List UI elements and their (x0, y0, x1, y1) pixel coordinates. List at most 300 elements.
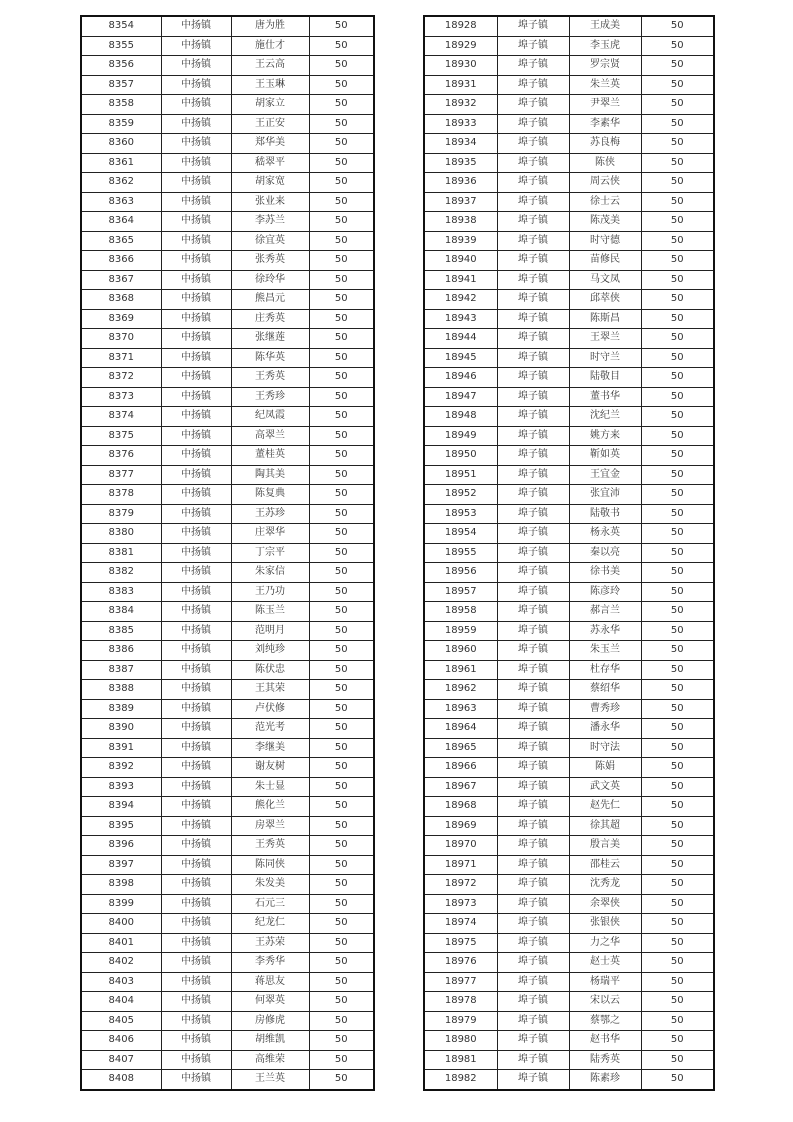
town-cell: 埠子镇 (497, 16, 569, 36)
id-cell: 8358 (81, 95, 161, 115)
id-cell: 18944 (424, 329, 497, 349)
name-cell: 李秀华 (231, 953, 309, 973)
name-cell: 陈玉兰 (231, 602, 309, 622)
table-row (424, 134, 714, 154)
table-row (81, 758, 374, 778)
table-row (424, 56, 714, 76)
table-row (424, 680, 714, 700)
id-cell: 18964 (424, 719, 497, 739)
name-cell: 殷言美 (569, 836, 641, 856)
id-cell: 8386 (81, 641, 161, 661)
id-cell: 18934 (424, 134, 497, 154)
table-row (424, 855, 714, 875)
amount-cell: 50 (641, 251, 714, 271)
table-row (81, 446, 374, 466)
town-cell: 埠子镇 (497, 36, 569, 56)
id-cell: 18931 (424, 75, 497, 95)
amount-cell: 50 (309, 16, 374, 36)
name-cell: 杨永英 (569, 524, 641, 544)
id-cell: 8384 (81, 602, 161, 622)
town-cell: 中扬镇 (161, 309, 231, 329)
amount-cell: 50 (641, 329, 714, 349)
amount-cell: 50 (309, 738, 374, 758)
table-row (424, 309, 714, 329)
amount-cell: 50 (641, 1031, 714, 1051)
amount-cell: 50 (309, 660, 374, 680)
table-row (424, 251, 714, 271)
name-cell: 石元三 (231, 894, 309, 914)
amount-cell: 50 (641, 290, 714, 310)
amount-cell: 50 (641, 192, 714, 212)
amount-cell: 50 (309, 621, 374, 641)
id-cell: 8370 (81, 329, 161, 349)
id-cell: 18950 (424, 446, 497, 466)
right-table (423, 15, 715, 1091)
id-cell: 8374 (81, 407, 161, 427)
name-cell: 陈华英 (231, 348, 309, 368)
town-cell: 埠子镇 (497, 543, 569, 563)
town-cell: 埠子镇 (497, 290, 569, 310)
amount-cell: 50 (641, 407, 714, 427)
table-row (81, 173, 374, 193)
table-row (81, 348, 374, 368)
table-row (81, 816, 374, 836)
id-cell: 18979 (424, 1011, 497, 1031)
town-cell: 埠子镇 (497, 524, 569, 544)
town-cell: 中扬镇 (161, 426, 231, 446)
table-row (424, 914, 714, 934)
table-row (81, 231, 374, 251)
id-cell: 8357 (81, 75, 161, 95)
name-cell: 郝言兰 (569, 602, 641, 622)
table-row (81, 95, 374, 115)
id-cell: 8376 (81, 446, 161, 466)
town-cell: 埠子镇 (497, 719, 569, 739)
town-cell: 中扬镇 (161, 621, 231, 641)
town-cell: 中扬镇 (161, 582, 231, 602)
id-cell: 18942 (424, 290, 497, 310)
id-cell: 8388 (81, 680, 161, 700)
table-row (81, 855, 374, 875)
table-row (424, 933, 714, 953)
name-cell: 陆秀英 (569, 1050, 641, 1070)
town-cell: 中扬镇 (161, 914, 231, 934)
name-cell: 王玉琳 (231, 75, 309, 95)
town-cell: 中扬镇 (161, 992, 231, 1012)
amount-cell: 50 (309, 972, 374, 992)
town-cell: 中扬镇 (161, 329, 231, 349)
name-cell: 何翠英 (231, 992, 309, 1012)
table-row (424, 426, 714, 446)
table-row (81, 563, 374, 583)
id-cell: 8356 (81, 56, 161, 76)
name-cell: 徐士云 (569, 192, 641, 212)
table-row (424, 875, 714, 895)
name-cell: 赵书华 (569, 1031, 641, 1051)
table-row (81, 719, 374, 739)
table-row (81, 407, 374, 427)
table-row (81, 738, 374, 758)
amount-cell: 50 (309, 114, 374, 134)
town-cell: 埠子镇 (497, 816, 569, 836)
town-cell: 中扬镇 (161, 56, 231, 76)
table-row (424, 348, 714, 368)
name-cell: 蔡鄂之 (569, 1011, 641, 1031)
table-row (81, 777, 374, 797)
town-cell: 中扬镇 (161, 641, 231, 661)
town-cell: 中扬镇 (161, 933, 231, 953)
name-cell: 马文凤 (569, 270, 641, 290)
table-row (81, 16, 374, 36)
amount-cell: 50 (309, 134, 374, 154)
name-cell: 武文英 (569, 777, 641, 797)
table-row (424, 699, 714, 719)
town-cell: 埠子镇 (497, 582, 569, 602)
amount-cell: 50 (309, 875, 374, 895)
town-cell: 埠子镇 (497, 602, 569, 622)
table-row (424, 192, 714, 212)
amount-cell: 50 (309, 1070, 374, 1090)
amount-cell: 50 (309, 290, 374, 310)
amount-cell: 50 (641, 1070, 714, 1090)
town-cell: 中扬镇 (161, 387, 231, 407)
amount-cell: 50 (641, 641, 714, 661)
amount-cell: 50 (309, 953, 374, 973)
id-cell: 8378 (81, 485, 161, 505)
amount-cell: 50 (309, 641, 374, 661)
id-cell: 18947 (424, 387, 497, 407)
amount-cell: 50 (641, 563, 714, 583)
amount-cell: 50 (641, 836, 714, 856)
id-cell: 18978 (424, 992, 497, 1012)
town-cell: 埠子镇 (497, 758, 569, 778)
name-cell: 时守法 (569, 738, 641, 758)
table-row (424, 1031, 714, 1051)
amount-cell: 50 (641, 972, 714, 992)
table-row (81, 212, 374, 232)
town-cell: 埠子镇 (497, 680, 569, 700)
town-cell: 埠子镇 (497, 563, 569, 583)
town-cell: 埠子镇 (497, 192, 569, 212)
name-cell: 时守兰 (569, 348, 641, 368)
amount-cell: 50 (309, 426, 374, 446)
amount-cell: 50 (309, 387, 374, 407)
id-cell: 18953 (424, 504, 497, 524)
town-cell: 埠子镇 (497, 173, 569, 193)
table-row (424, 173, 714, 193)
id-cell: 8371 (81, 348, 161, 368)
table-row (81, 582, 374, 602)
town-cell: 中扬镇 (161, 368, 231, 388)
amount-cell: 50 (309, 504, 374, 524)
table-row (81, 543, 374, 563)
amount-cell: 50 (309, 1011, 374, 1031)
name-cell: 王秀英 (231, 836, 309, 856)
id-cell: 8387 (81, 660, 161, 680)
town-cell: 埠子镇 (497, 699, 569, 719)
id-cell: 8355 (81, 36, 161, 56)
amount-cell: 50 (641, 543, 714, 563)
id-cell: 8369 (81, 309, 161, 329)
amount-cell: 50 (309, 368, 374, 388)
name-cell: 陈茂美 (569, 212, 641, 232)
amount-cell: 50 (309, 212, 374, 232)
name-cell: 张宜沛 (569, 485, 641, 505)
table-row (81, 36, 374, 56)
id-cell: 18940 (424, 251, 497, 271)
table-row (81, 524, 374, 544)
amount-cell: 50 (309, 699, 374, 719)
table-row (81, 1050, 374, 1070)
table-row (424, 1011, 714, 1031)
amount-cell: 50 (309, 309, 374, 329)
table-row (424, 660, 714, 680)
amount-cell: 50 (309, 153, 374, 173)
amount-cell: 50 (309, 56, 374, 76)
town-cell: 埠子镇 (497, 738, 569, 758)
table-row (424, 153, 714, 173)
amount-cell: 50 (641, 738, 714, 758)
table-row (424, 582, 714, 602)
name-cell: 潘永华 (569, 719, 641, 739)
name-cell: 陈娟 (569, 758, 641, 778)
town-cell: 埠子镇 (497, 1050, 569, 1070)
id-cell: 18960 (424, 641, 497, 661)
id-cell: 8368 (81, 290, 161, 310)
table-row (424, 1070, 714, 1090)
town-cell: 中扬镇 (161, 16, 231, 36)
id-cell: 18933 (424, 114, 497, 134)
table-row (424, 465, 714, 485)
id-cell: 8399 (81, 894, 161, 914)
name-cell: 徐玲华 (231, 270, 309, 290)
table-row (81, 953, 374, 973)
amount-cell: 50 (309, 251, 374, 271)
id-cell: 18967 (424, 777, 497, 797)
town-cell: 埠子镇 (497, 329, 569, 349)
amount-cell: 50 (641, 660, 714, 680)
name-cell: 高翠兰 (231, 426, 309, 446)
town-cell: 中扬镇 (161, 290, 231, 310)
town-cell: 埠子镇 (497, 875, 569, 895)
town-cell: 中扬镇 (161, 114, 231, 134)
amount-cell: 50 (641, 485, 714, 505)
amount-cell: 50 (309, 758, 374, 778)
amount-cell: 50 (641, 855, 714, 875)
table-row (424, 485, 714, 505)
table-row (424, 836, 714, 856)
amount-cell: 50 (641, 1050, 714, 1070)
amount-cell: 50 (641, 309, 714, 329)
name-cell: 陈伏忠 (231, 660, 309, 680)
id-cell: 8405 (81, 1011, 161, 1031)
town-cell: 埠子镇 (497, 777, 569, 797)
amount-cell: 50 (641, 387, 714, 407)
name-cell: 姚方来 (569, 426, 641, 446)
amount-cell: 50 (641, 816, 714, 836)
id-cell: 8397 (81, 855, 161, 875)
name-cell: 陈复典 (231, 485, 309, 505)
name-cell: 房修虎 (231, 1011, 309, 1031)
town-cell: 中扬镇 (161, 485, 231, 505)
table-row (424, 36, 714, 56)
town-cell: 中扬镇 (161, 660, 231, 680)
id-cell: 18949 (424, 426, 497, 446)
name-cell: 谢友树 (231, 758, 309, 778)
name-cell: 曹秀珍 (569, 699, 641, 719)
amount-cell: 50 (309, 173, 374, 193)
town-cell: 埠子镇 (497, 1031, 569, 1051)
amount-cell: 50 (309, 777, 374, 797)
amount-cell: 50 (641, 933, 714, 953)
amount-cell: 50 (641, 348, 714, 368)
amount-cell: 50 (309, 407, 374, 427)
name-cell: 朱玉兰 (569, 641, 641, 661)
town-cell: 埠子镇 (497, 270, 569, 290)
town-cell: 埠子镇 (497, 134, 569, 154)
table-row (81, 426, 374, 446)
amount-cell: 50 (641, 1011, 714, 1031)
id-cell: 18943 (424, 309, 497, 329)
name-cell: 朱家信 (231, 563, 309, 583)
id-cell: 8404 (81, 992, 161, 1012)
amount-cell: 50 (309, 446, 374, 466)
town-cell: 中扬镇 (161, 875, 231, 895)
table-row (81, 660, 374, 680)
town-cell: 埠子镇 (497, 660, 569, 680)
town-cell: 中扬镇 (161, 524, 231, 544)
amount-cell: 50 (641, 426, 714, 446)
name-cell: 陈斯昌 (569, 309, 641, 329)
name-cell: 陈同侠 (231, 855, 309, 875)
town-cell: 中扬镇 (161, 1050, 231, 1070)
name-cell: 王正安 (231, 114, 309, 134)
amount-cell: 50 (641, 368, 714, 388)
id-cell: 18952 (424, 485, 497, 505)
id-cell: 18932 (424, 95, 497, 115)
town-cell: 中扬镇 (161, 972, 231, 992)
table-row (424, 777, 714, 797)
name-cell: 蔡绍华 (569, 680, 641, 700)
town-cell: 中扬镇 (161, 36, 231, 56)
amount-cell: 50 (309, 95, 374, 115)
id-cell: 8365 (81, 231, 161, 251)
town-cell: 埠子镇 (497, 836, 569, 856)
id-cell: 8363 (81, 192, 161, 212)
town-cell: 中扬镇 (161, 75, 231, 95)
town-cell: 中扬镇 (161, 602, 231, 622)
town-cell: 中扬镇 (161, 699, 231, 719)
name-cell: 胡家宽 (231, 173, 309, 193)
town-cell: 中扬镇 (161, 816, 231, 836)
id-cell: 8379 (81, 504, 161, 524)
name-cell: 房翠兰 (231, 816, 309, 836)
table-row (81, 56, 374, 76)
id-cell: 8383 (81, 582, 161, 602)
name-cell: 庄秀英 (231, 309, 309, 329)
table-row (424, 231, 714, 251)
amount-cell: 50 (641, 153, 714, 173)
town-cell: 埠子镇 (497, 933, 569, 953)
table-row (424, 641, 714, 661)
name-cell: 秦以亮 (569, 543, 641, 563)
town-cell: 埠子镇 (497, 153, 569, 173)
name-cell: 王苏荣 (231, 933, 309, 953)
name-cell: 范光考 (231, 719, 309, 739)
name-cell: 唐为胜 (231, 16, 309, 36)
name-cell: 卢伏修 (231, 699, 309, 719)
name-cell: 苗修民 (569, 251, 641, 271)
table-row (81, 933, 374, 953)
id-cell: 8402 (81, 953, 161, 973)
id-cell: 18946 (424, 368, 497, 388)
id-cell: 8373 (81, 387, 161, 407)
amount-cell: 50 (309, 582, 374, 602)
amount-cell: 50 (309, 485, 374, 505)
table-row (81, 680, 374, 700)
table-row (81, 641, 374, 661)
town-cell: 中扬镇 (161, 563, 231, 583)
amount-cell: 50 (641, 173, 714, 193)
name-cell: 邱萃侠 (569, 290, 641, 310)
table-row (81, 465, 374, 485)
amount-cell: 50 (641, 621, 714, 641)
amount-cell: 50 (309, 329, 374, 349)
amount-cell: 50 (309, 231, 374, 251)
amount-cell: 50 (641, 914, 714, 934)
table-row (81, 270, 374, 290)
id-cell: 18963 (424, 699, 497, 719)
town-cell: 埠子镇 (497, 231, 569, 251)
id-cell: 8401 (81, 933, 161, 953)
amount-cell: 50 (641, 114, 714, 134)
id-cell: 18973 (424, 894, 497, 914)
amount-cell: 50 (641, 504, 714, 524)
name-cell: 张银侠 (569, 914, 641, 934)
amount-cell: 50 (641, 777, 714, 797)
town-cell: 埠子镇 (497, 855, 569, 875)
table-row (81, 972, 374, 992)
amount-cell: 50 (641, 582, 714, 602)
id-cell: 18948 (424, 407, 497, 427)
id-cell: 18937 (424, 192, 497, 212)
id-cell: 8360 (81, 134, 161, 154)
name-cell: 徐其超 (569, 816, 641, 836)
name-cell: 李素华 (569, 114, 641, 134)
town-cell: 埠子镇 (497, 465, 569, 485)
id-cell: 18971 (424, 855, 497, 875)
town-cell: 埠子镇 (497, 1011, 569, 1031)
town-cell: 埠子镇 (497, 56, 569, 76)
name-cell: 嵇翠平 (231, 153, 309, 173)
name-cell: 丁宗平 (231, 543, 309, 563)
id-cell: 18938 (424, 212, 497, 232)
table-row (424, 114, 714, 134)
name-cell: 杜存华 (569, 660, 641, 680)
name-cell: 王成美 (569, 16, 641, 36)
table-row (424, 621, 714, 641)
town-cell: 中扬镇 (161, 251, 231, 271)
table-row (81, 114, 374, 134)
id-cell: 18959 (424, 621, 497, 641)
town-cell: 埠子镇 (497, 621, 569, 641)
town-cell: 中扬镇 (161, 465, 231, 485)
amount-cell: 50 (309, 855, 374, 875)
name-cell: 徐宜英 (231, 231, 309, 251)
id-cell: 18977 (424, 972, 497, 992)
id-cell: 8403 (81, 972, 161, 992)
name-cell: 高维荣 (231, 1050, 309, 1070)
